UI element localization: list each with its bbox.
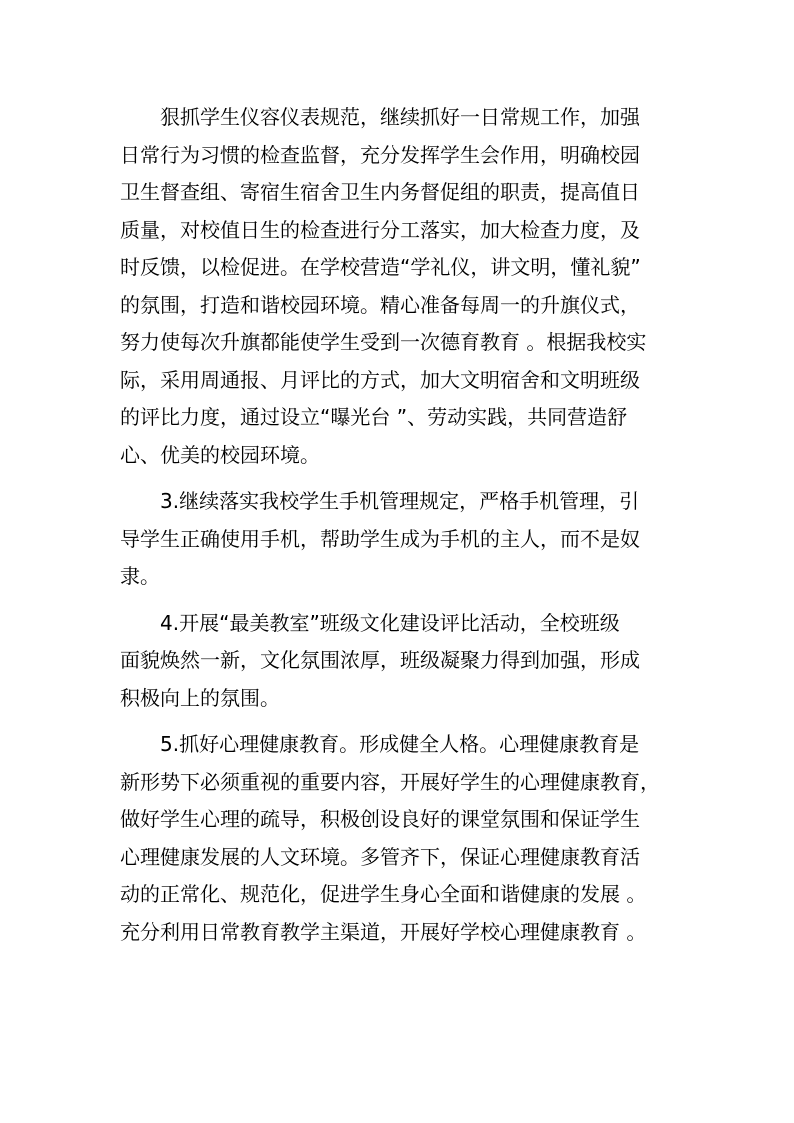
paragraph-1 [120,99,680,474]
text-line: 时反馈，以检促进。在学校营造“学礼仪，讲文明，懂礼貌” [120,255,641,279]
text-line: 的评比力度，通过设立“曝光台 ”、劳动实践，共同营造舒 [120,405,628,429]
paragraph-gap [120,474,680,483]
text-line: 充分利用日常教育教学主渠道，开展好学校心理健康教育 。 [120,919,647,944]
paragraph-gap [120,596,680,605]
text-line: 质量，对校值日生的检查进行分工落实，加大检查力度，及 [120,217,640,242]
text-line: 新形势下必须重视的重要内容，开展好学生的心理健康教育， [120,769,660,794]
text-line: 3.继续落实我校学生手机管理规定，严格手机管理，引 [120,489,640,513]
text-line: 动的正常化、规范化，促进学生身心全面和谐健康的发展 。 [120,882,647,906]
text-line: 5.抓好心理健康教育。形成健全人格。心理健康教育是 [120,732,640,756]
text-line: 卫生督查组、寄宿生宿舍卫生内务督促组的职责，提高值日 [120,180,640,204]
body-text [120,99,680,951]
paragraph-gap [120,717,680,726]
text-line: 狠抓学生仪容仪表规范，继续抓好一日常规工作，加强 [120,105,640,129]
text-line: 4.开展“最美教室”班级文化建设评比活动，全校班级 [120,610,620,635]
text-line: 的氛围，打造和谐校园环境。精心准备每周一的升旗仪式， [120,292,640,317]
text-line: 心、优美的校园环境。 [120,442,320,467]
text-line: 积极向上的氛围。 [120,685,280,710]
text-line: 面貌焕然一新，文化氛围浓厚，班级凝聚力得到加强，形成 [120,648,640,672]
paragraph-4 [120,726,680,951]
text-line: 日常行为习惯的检查监督，充分发挥学生会作用，明确校园 [120,142,640,167]
paragraph-2 [120,483,680,596]
text-line: 隶。 [120,564,160,588]
text-line: 导学生正确使用手机，帮助学生成为手机的主人，而不是奴 [120,526,640,551]
paragraph-3 [120,605,680,718]
text-line: 做好学生心理的疏导，积极创设良好的课堂氛围和保证学生 [120,807,640,831]
text-line: 努力使每次升旗都能使学生受到一次德育教育 。根据我校实 [120,330,647,354]
text-line: 际，采用周通报、月评比的方式，加大文明宿舍和文明班级 [120,367,640,392]
text-line: 心理健康发展的人文环境。多管齐下，保证心理健康教育活 [120,844,640,869]
